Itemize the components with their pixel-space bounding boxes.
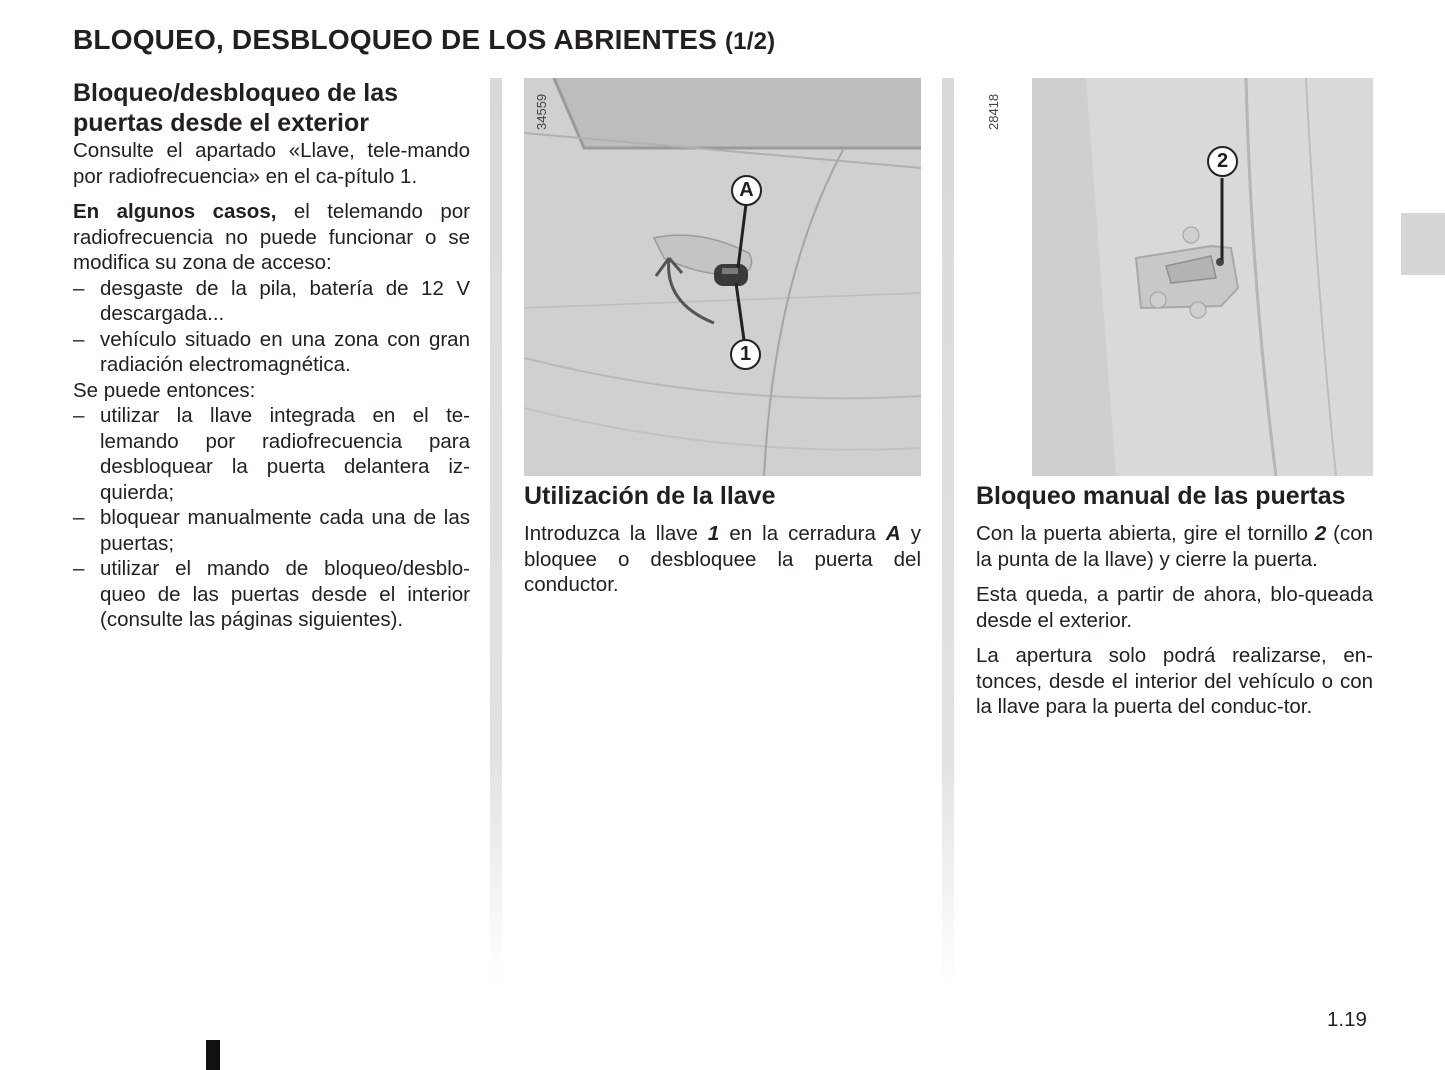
ref-2: 2 [1314,522,1327,545]
list-item: – bloquear manualmente cada una de las puertas; [73,505,470,556]
cases-text: el telemando por radiofrecuencia no puede funcionar o se modifica su zona de acceso: [73,200,470,274]
latch-illustration [976,78,1373,476]
manual-text-2: (con la punta de la llave) y cierre la puerta. [976,522,1374,571]
callout-1: 1 [730,339,761,370]
print-mark [206,1040,220,1070]
then-paragraph: Se puede entonces: [73,378,256,402]
door-latch-figure [976,78,1373,476]
column-divider-right [942,78,954,983]
section-heading-exterior: Bloqueo/desbloqueo de las puertas desde el exterior [73,79,399,137]
manual-paragraph-1 [976,521,1373,572]
cases-paragraph [73,199,470,276]
list-item: – desgaste de la pila, batería de 12 V descargada... [73,276,470,327]
column-divider-left [490,78,502,983]
section-heading-key: Utilización de la llave [524,482,776,510]
ref-1: 1 [707,522,720,545]
key-text-3: y bloquee o desbloquee la puerta del conductor. [524,522,921,596]
left-column [73,78,470,633]
manual-paragraph-2: Esta queda, a partir de ahora, blo-queada desde el exterior. [976,583,1373,632]
ref-a: A [885,522,901,545]
key-text-2: en la cerradura [719,522,886,545]
page-number: 1.19 [1327,1008,1367,1031]
figure-number: 34559 [534,93,549,130]
door-illustration [524,78,921,476]
manual-text-1: Con la puerta abierta, gire el tornillo [976,522,1315,545]
key-text-1: Introduzca la llave [524,522,708,545]
cases-bold: En algunos casos, [73,200,277,223]
page-title-text: BLOQUEO, DESBLOQUEO DE LOS ABRIENTES [73,24,717,55]
options-list [73,403,470,633]
list-item: – vehículo situado en una zona con gran radiación electromagnética. [73,327,470,378]
intro-paragraph: Consulte el apartado «Llave, tele-mando por radiofrecuencia» en el ca-pítulo 1. [73,139,470,188]
page-part: (1/2) [724,28,776,55]
middle-column [524,78,921,598]
callout-2: 2 [1207,146,1238,177]
figure-number: 28418 [986,93,1001,130]
right-column [976,78,1373,720]
list-item: – utilizar la llave integrada en el te-lemando por radiofrecuencia para desbloquear la puerta delantera iz-quierda; [73,403,470,505]
section-heading-manual: Bloqueo manual de las puertas [976,482,1346,510]
causes-list [73,276,470,378]
page-title [73,24,775,56]
callout-a: A [731,175,762,206]
manual-paragraph-3: La apertura solo podrá realizarse, en-tonces, desde el interior del vehículo o con la llave para la puerta del conduc-tor. [976,644,1373,718]
list-item: – utilizar el mando de bloqueo/desblo-queo de las puertas desde el interior (consulte las páginas siguientes). [73,556,470,633]
key-paragraph [524,521,921,598]
door-key-figure [524,78,921,476]
chapter-tab [1401,213,1445,275]
